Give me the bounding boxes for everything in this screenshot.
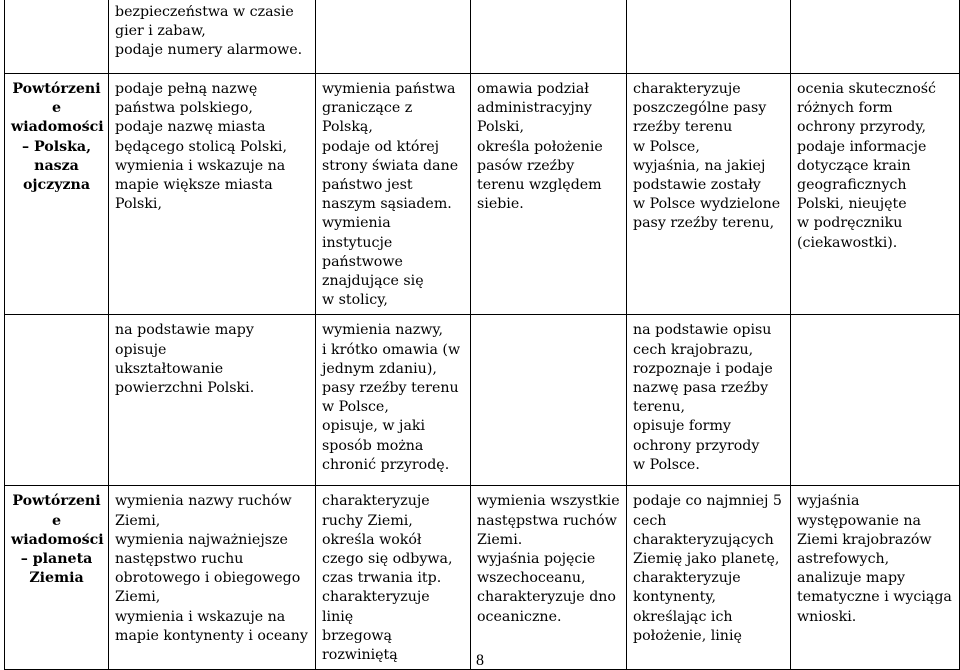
table-row bbox=[5, 486, 960, 670]
grade-cell bbox=[471, 0, 627, 74]
page-number: 8 bbox=[476, 652, 484, 669]
grade-cell: wymienia państwa graniczące z Polską, podaje od której strony świata dane państwo jest naszym sąsiadem. wymienia instytucje państwowe znajdujące się w stolicy, bbox=[316, 74, 471, 315]
table-row bbox=[5, 0, 960, 74]
grade-cell bbox=[791, 315, 960, 486]
topic-cell: Powtórzeni e wiadomości – planeta Ziemia bbox=[5, 486, 109, 670]
grade-cell: charakteryzuje ruchy Ziemi, określa wokół czego się odbywa, czas trwania itp. charakteryzuje linię brzegową rozwiniętą bbox=[316, 486, 471, 670]
grade-cell bbox=[791, 0, 960, 74]
grade-cell: charakteryzuje poszczególne pasy rzeźby terenu w Polsce, wyjaśnia, na jakiej podstawie zostały w Polsce wydzielone pasy rzeźby terenu, bbox=[627, 74, 791, 315]
table-row bbox=[5, 315, 960, 486]
grade-cell: wyjaśnia występowanie na Ziemi krajobrazów astrefowych, analizuje mapy tematyczne i wyciąga wnioski. bbox=[791, 486, 960, 670]
grade-cell bbox=[471, 315, 627, 486]
grade-cell bbox=[316, 0, 471, 74]
grade-cell bbox=[627, 0, 791, 74]
requirements-table bbox=[4, 0, 960, 670]
grade-cell: ocenia skuteczność różnych form ochrony przyrody, podaje informacje dotyczące krain geograficznych Polski, nieujęte w podręczniku (ciekawostki). bbox=[791, 74, 960, 315]
grade-cell: podaje pełną nazwę państwa polskiego, podaje nazwę miasta będącego stolicą Polski, wymienia i wskazuje na mapie większe miasta Polski, bbox=[109, 74, 316, 315]
grade-cell: na podstawie mapy opisuje ukształtowanie powierzchni Polski. bbox=[109, 315, 316, 486]
grade-cell: wymienia wszystkie następstwa ruchów Ziemi. wyjaśnia pojęcie wszechoceanu, charakteryzuje dno oceaniczne. bbox=[471, 486, 627, 670]
grade-cell: wymienia nazwy, i krótko omawia (w jednym zdaniu), pasy rzeźby terenu w Polsce, opisuje, w jaki sposób można chronić przyrodę. bbox=[316, 315, 471, 486]
grade-cell: podaje co najmniej 5 cech charakteryzujących Ziemię jako planetę, charakteryzuje kontynenty, określając ich położenie, linię bbox=[627, 486, 791, 670]
grade-cell: bezpieczeństwa w czasie gier i zabaw, podaje numery alarmowe. bbox=[109, 0, 316, 74]
grade-cell: omawia podział administracyjny Polski, określa położenie pasów rzeźby terenu względem siebie. bbox=[471, 74, 627, 315]
topic-cell bbox=[5, 0, 109, 74]
topic-cell: Powtórzeni e wiadomości – Polska, nasza ojczyzna bbox=[5, 74, 109, 315]
table-row bbox=[5, 74, 960, 315]
grade-cell: wymienia nazwy ruchów Ziemi, wymienia najważniejsze następstwo ruchu obrotowego i obiegowego Ziemi, wymienia i wskazuje na mapie kontynenty i oceany bbox=[109, 486, 316, 670]
grade-cell: na podstawie opisu cech krajobrazu, rozpoznaje i podaje nazwę pasa rzeźby terenu, opisuje formy ochrony przyrody w Polsce. bbox=[627, 315, 791, 486]
topic-cell bbox=[5, 315, 109, 486]
